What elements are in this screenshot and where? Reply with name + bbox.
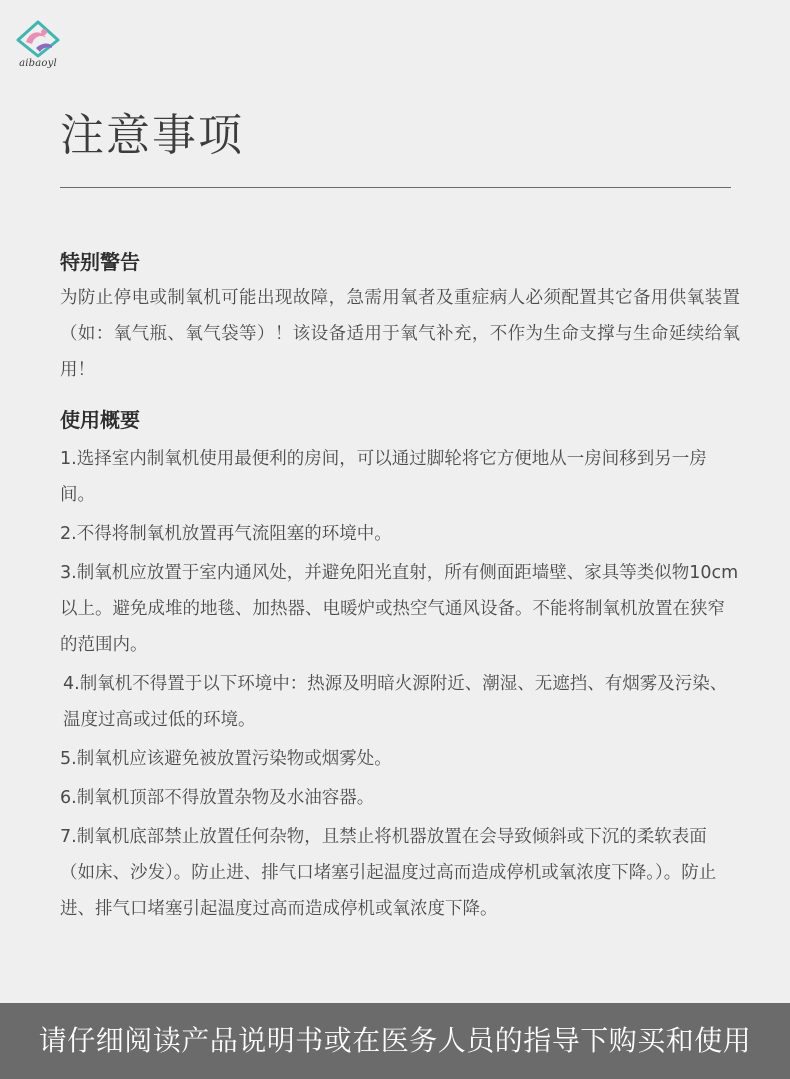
- usage-item-5: 5.制氧机应该避免被放置污染物或烟雾处。: [60, 749, 392, 769]
- page-title: 注意事项: [60, 110, 244, 161]
- usage-list: [60, 441, 740, 927]
- logo-icon: [12, 20, 64, 58]
- usage-item-2: 2.不得将制氧机放置再气流阻塞的环境中。: [60, 524, 392, 544]
- main-content: [60, 244, 740, 927]
- warning-heading: 特别警告: [60, 250, 140, 274]
- brand-logo: [12, 20, 64, 70]
- usage-item-1: 1.选择室内制氧机使用最便利的房间，可以通过脚轮将它方便地从一房间移到另一房间。: [60, 449, 707, 505]
- title-divider: [60, 187, 731, 188]
- logo-wordmark: aibaoyl: [19, 58, 57, 69]
- usage-item-3: 3.制氧机应放置于室内通风处，并避免阳光直射，所有侧面距墙壁、家具等类似物10cm以上。避免成堆的地毯、加热器、电暖炉或热空气通风设备。不能将制氧机放置在狭窄的范围内。: [60, 563, 739, 655]
- footer-banner: [0, 1003, 790, 1079]
- usage-item-7: 7.制氧机底部禁止放置任何杂物，且禁止将机器放置在会导致倾斜或下沉的柔软表面（如床、沙发）。防止进、排气口堵塞引起温度过高而造成停机或氧浓度下降。）。防止进、排气口堵塞引起温度过高而造成停机或氧浓度下降。: [60, 827, 717, 919]
- warning-body: 为防止停电或制氧机可能出现故障，急需用氧者及重症病人必须配置其它备用供氧装置（如：氧气瓶、氧气袋等）！该设备适用于氧气补充，不作为生命支撑与生命延续给氧用！: [60, 288, 740, 380]
- footer-notice: 请仔细阅读产品说明书或在医务人员的指导下购买和使用: [38, 1024, 752, 1057]
- usage-item-6: 6.制氧机顶部不得放置杂物及水油容器。: [60, 788, 375, 808]
- usage-heading: 使用概要: [60, 408, 140, 432]
- usage-item-4: 4.制氧机不得置于以下环境中：热源及明暗火源附近、潮湿、无遮挡、有烟雾及污染、温度过高或过低的环境。: [63, 674, 728, 730]
